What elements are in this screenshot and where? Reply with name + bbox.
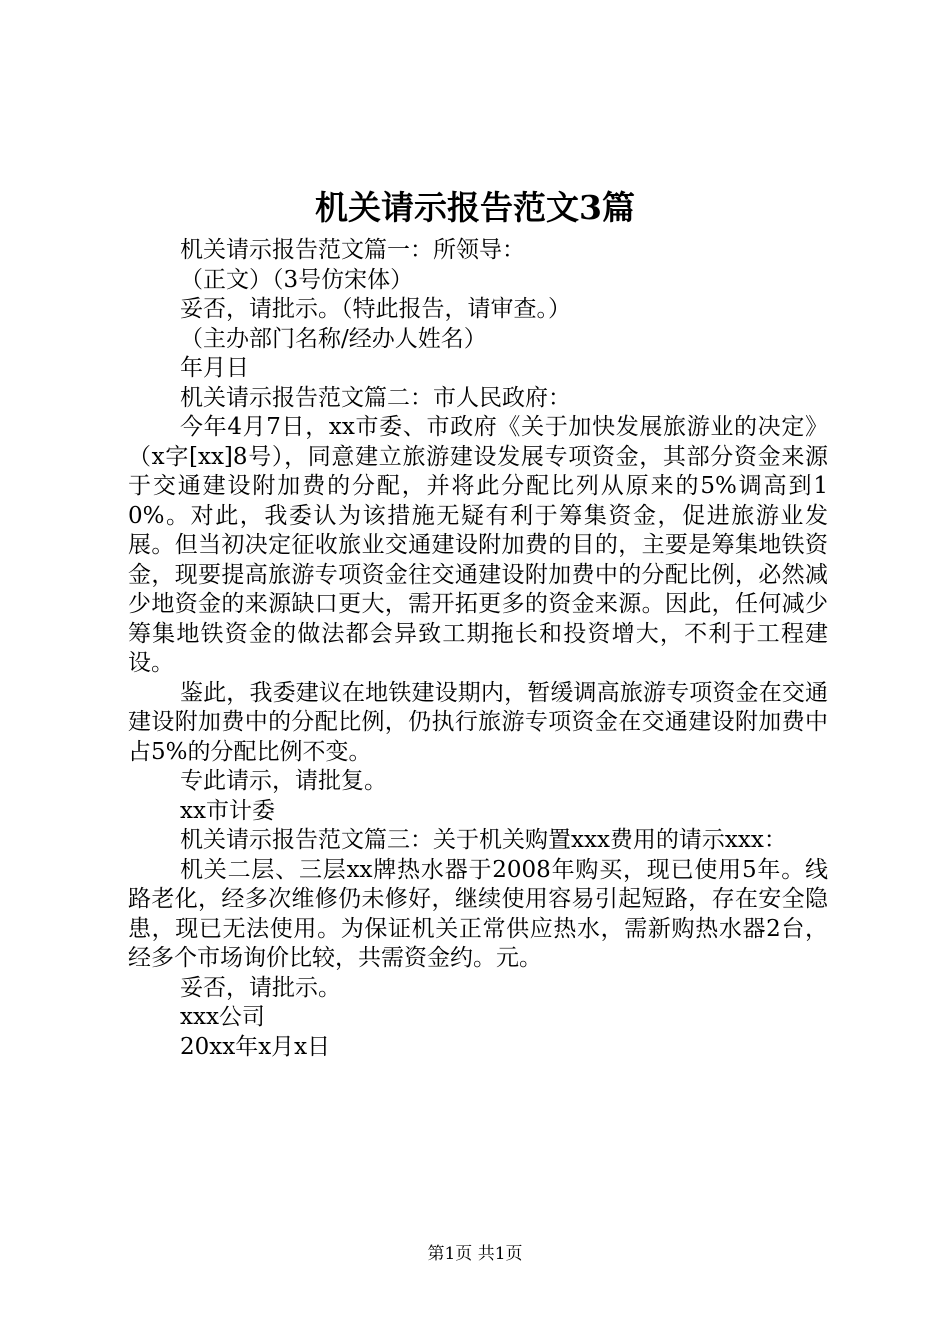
- document-title: 机关请示报告范文3篇: [315, 188, 635, 227]
- paragraph-date-3: 20xx年x月x日: [180, 1033, 331, 1060]
- paragraph-body-placeholder: （正文）（3号仿宋体）: [180, 266, 414, 293]
- paragraph-signature-3: xxx公司: [180, 1004, 265, 1030]
- page-footer: 第1页 共1页: [427, 1244, 523, 1264]
- paragraph-salutation-2: 机关请示报告范文篇二：市人民政府：: [180, 384, 571, 411]
- paragraph-signature-placeholder: （主办部门名称/经办人姓名）: [180, 325, 487, 352]
- paragraph-body-2a: 今年4月7日，xx市委、市政府《关于加快发展旅游业的决定》（x字[xx]8号），同意建立旅游建设发展专项资金，其部分资金来源于交通建设附加费的分配，并将此分配比列从原来的5%调高到10%。对此，我委认为该措施无疑有利于筹集资金，促进旅游业发展。但当初决定征收旅业交通建设附加费的目的，主要是筹集地铁资金，现要提高旅游专项资金往交通建设附加费中的分配比例，必然减少地资金的来源缺口更大，需开拓更多的资金来源。因此，任何减少筹集地铁资金的做法都会异致工期拖长和投资增大，不利于工程建设。: [128, 414, 828, 676]
- paragraph-salutation-1: 机关请示报告范文篇一：所领导：: [180, 237, 525, 263]
- document-body: [128, 236, 828, 1062]
- paragraph-body-3: 机关二层、三层xx牌热水器于2008年购买，现已使用5年。线路老化，经多次维修仍未修好，继续使用容易引起短路，存在安全隐患，现已无法使用。为保证机关正常供应热水，需新购热水器2台，经多个市场询价比较，共需资金约。元。: [128, 856, 828, 971]
- paragraph-closing-2: 专此请示，请批复。: [180, 768, 387, 794]
- paragraph-closing-request: 妥否，请批示。（特此报告，请审查。）: [180, 296, 571, 322]
- paragraph-date-placeholder: 年月日: [180, 355, 249, 381]
- paragraph-signature-2: xx市计委: [180, 797, 275, 824]
- paragraph-closing-3: 妥否，请批示。: [180, 974, 341, 1001]
- paragraph-body-2b: 鉴此，我委建议在地铁建设期内，暂缓调高旅游专项资金在交通建设附加费中的分配比例，仍执行旅游专项资金在交通建设附加费中占5%的分配比例不变。: [128, 679, 828, 765]
- paragraph-salutation-3: 机关请示报告范文篇三：关于机关购置xxx费用的请示xxx：: [180, 827, 787, 853]
